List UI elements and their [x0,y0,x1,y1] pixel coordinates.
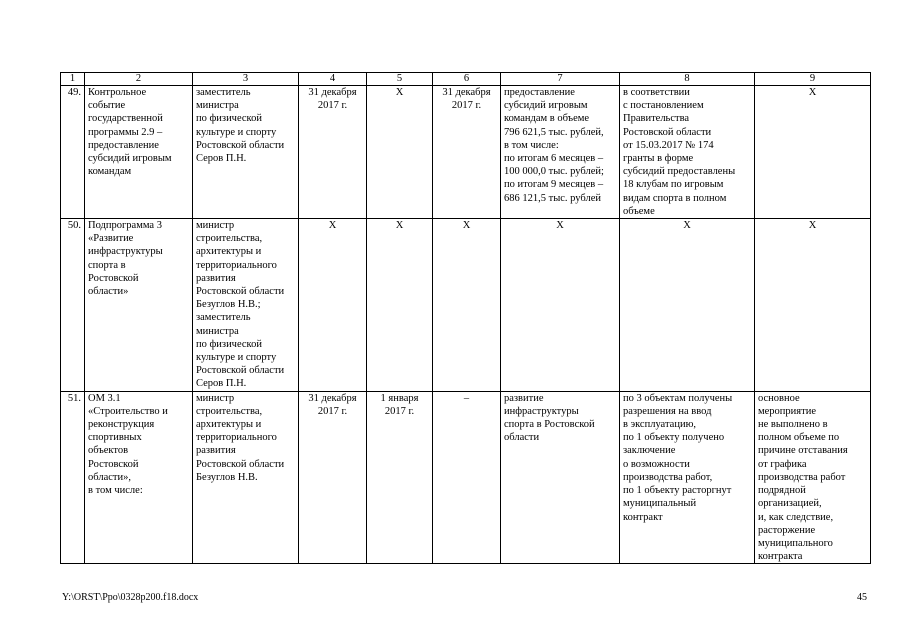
cell-text-line: от 15.03.2017 № 174 [623,139,714,151]
cell-text-line: X [462,220,471,232]
cell-text-line: «Строительство и [88,405,168,417]
cell-text-line: министр [196,392,235,404]
cell-text-line: предоставление [88,139,159,151]
cell-text-line: министр [196,220,235,232]
footer-file-path: Y:\ORST\Ppo\0328p200.f18.docx [62,592,199,603]
cell-text-line: 31 декабря [442,87,491,98]
cell-text-line: государственной [88,113,163,125]
cell-text-line: территориального [196,432,277,444]
cell-text-line: 31 декабря [308,87,357,98]
reason-cell [755,86,871,219]
cell-text-line: заместитель [196,87,251,98]
cell-text-line: культуре и спорту [196,126,277,138]
planned-result-cell [501,391,620,564]
cell-text-line: X [395,220,404,232]
actual-start-cell [367,86,433,219]
cell-text-line: производства работ [758,471,846,483]
cell-text-line: муниципальный [623,498,697,510]
cell-text-line: инфраструктуры [88,246,163,258]
cell-text-line: строительства, [196,405,263,417]
cell-text-line: и, как следствие, [758,511,834,523]
cell-text-line: по итогам 9 месяцев – [504,179,604,191]
cell-text-line: объеме [623,205,655,217]
cell-text-line: в эксплуатацию, [623,419,697,431]
cell-text-line: Безуглов Н.В.; [196,299,261,311]
cell-text-line: 2017 г. [317,405,348,417]
cell-text-line: министра [196,100,239,112]
actual-end-cell [433,219,501,392]
reason-cell [755,219,871,392]
table-row [61,391,871,564]
cell-text-line: предоставление [504,87,575,98]
report-table [60,72,871,564]
cell-text-line: по 3 объектам получены [623,392,733,404]
cell-text-line: «Развитие [88,233,134,245]
cell-text-line: Ростовской области [196,139,285,151]
cell-text-line: 2017 г. [384,405,415,417]
header-cell: 8 [620,73,755,86]
header-row [61,73,871,86]
cell-text-line: с постановлением [623,100,704,112]
cell-text-line: полном объеме по [758,432,840,444]
cell-text-line: Серов П.Н. [196,153,247,165]
reason-cell [755,391,871,564]
cell-text-line: Безуглов Н.В. [196,471,258,483]
cell-text-line: спортивных [88,432,142,444]
actual-result-cell [620,86,755,219]
cell-text-line: субсидий предоставлены [623,166,736,178]
cell-text-line: спорта в Ростовской [504,419,595,431]
cell-text-line: области [504,432,540,444]
cell-text-line: контракт [623,511,663,523]
actual-end-cell [433,391,501,564]
cell-text-line: развития [196,445,236,457]
cell-text-line: культуре и спорту [196,352,277,364]
event-name-cell [85,219,193,392]
header-cell: 5 [367,73,433,86]
cell-text-line: Ростовской области [196,458,285,470]
cell-text-line: архитектуры и [196,419,262,431]
cell-text-line: по итогам 6 месяцев – [504,153,604,165]
event-name-cell [85,86,193,219]
cell-text-line: не выполнено в [758,419,828,431]
header-cell: 1 [61,73,85,86]
actual-start-cell [367,219,433,392]
cell-text-line: по 1 объекту получено [623,432,725,444]
cell-text-line: субсидий игровым [88,153,172,165]
cell-text-line: расторжение [758,524,816,536]
cell-text-line: Ростовской области [196,286,285,298]
actual-result-cell [620,391,755,564]
header-cell: 2 [85,73,193,86]
cell-text-line: X [328,220,337,232]
cell-text-line: X [808,220,817,232]
cell-text-line: разрешения на ввод [623,405,712,417]
cell-text-line: X [808,87,817,98]
cell-text-line: о возможности [623,458,690,470]
cell-text-line: архитектуры и [196,246,262,258]
cell-text-line: программы 2.9 – [88,126,163,138]
cell-text-line: 31 декабря [308,392,357,404]
cell-text-line: видам спорта в полном [623,192,727,204]
cell-text-line: министра [196,325,239,337]
cell-text-line: событие [88,100,126,112]
event-name-cell [85,391,193,564]
cell-text-line: в том числе: [504,139,559,151]
cell-text-line: контракта [758,551,803,563]
cell-text-line: 686 121,5 тыс. рублей [504,192,602,204]
cell-text-line: 1 января [380,392,419,404]
planned-date-cell [299,391,367,564]
cell-text-line: X [556,220,564,232]
actual-start-cell [367,391,433,564]
cell-text-line: в том числе: [88,485,143,497]
cell-text-line: по 1 объекту расторгнут [623,485,732,497]
row-number-cell: 51. [61,391,85,564]
header-cell: 9 [755,73,871,86]
cell-text-line: Ростовской [88,458,139,470]
planned-date-cell [299,86,367,219]
cell-text-line: по физической [196,113,262,125]
responsible-executor-cell [193,391,299,564]
cell-text-line: территориального [196,259,277,271]
cell-text-line: производства работ, [623,471,713,483]
planned-result-cell [501,219,620,392]
cell-text-line: основное [758,392,800,404]
cell-text-line: инфраструктуры [504,405,579,417]
cell-text-line: Правительства [623,113,690,125]
cell-text-line: развитие [504,392,544,404]
footer-page-number: 45 [857,592,867,603]
cell-text-line: объектов [88,445,129,457]
cell-text-line: Ростовской области [623,126,712,138]
cell-text-line: от графика [758,458,807,470]
cell-text-line: заключение [623,445,676,457]
cell-text-line: 100 000,0 тыс. рублей; [504,166,604,178]
cell-text-line: мероприятие [758,405,816,417]
cell-text-line: спорта в [88,259,126,271]
cell-text-line: области», [88,471,131,483]
header-cell: 3 [193,73,299,86]
planned-result-cell [501,86,620,219]
table-row [61,219,871,392]
cell-text-line: ОМ 3.1 [88,392,121,404]
responsible-executor-cell [193,219,299,392]
cell-text-line: подрядной [758,485,806,497]
row-number-cell: 49. [61,86,85,219]
actual-result-cell [620,219,755,392]
cell-text-line: развития [196,272,236,284]
header-cell: 7 [501,73,620,86]
table-body [61,86,871,564]
cell-text-line: 796 621,5 тыс. рублей, [504,126,604,138]
cell-text-line: субсидий игровым [504,100,588,112]
cell-text-line: командам в объеме [504,113,590,125]
header-cell: 4 [299,73,367,86]
cell-text-line: по физической [196,338,262,350]
cell-text-line: в соответствии [623,87,690,98]
cell-text-line: Подпрограмма 3 [88,220,162,232]
cell-text-line: Серов П.Н. [196,378,247,390]
cell-text-line: Ростовской [88,272,139,284]
cell-text-line: Контрольное [88,87,147,98]
cell-text-line: – [463,392,470,404]
row-number-cell: 50. [61,219,85,392]
header-cell: 6 [433,73,501,86]
cell-text-line: командам [88,166,132,178]
responsible-executor-cell [193,86,299,219]
cell-text-line: реконструкция [88,419,155,431]
cell-text-line: заместитель [196,312,251,324]
cell-text-line: X [683,220,691,232]
cell-text-line: X [395,87,404,98]
cell-text-line: организацией, [758,498,822,510]
cell-text-line: 18 клубам по игровым [623,179,724,191]
cell-text-line: Ростовской области [196,365,285,377]
cell-text-line: причине отставания [758,445,848,457]
cell-text-line: муниципального [758,537,833,549]
cell-text-line: 2017 г. [451,100,482,112]
actual-end-cell [433,86,501,219]
cell-text-line: строительства, [196,233,263,245]
cell-text-line: 2017 г. [317,100,348,112]
planned-date-cell [299,219,367,392]
table-row [61,86,871,219]
cell-text-line: гранты в форме [623,153,694,165]
cell-text-line: области» [88,286,129,298]
